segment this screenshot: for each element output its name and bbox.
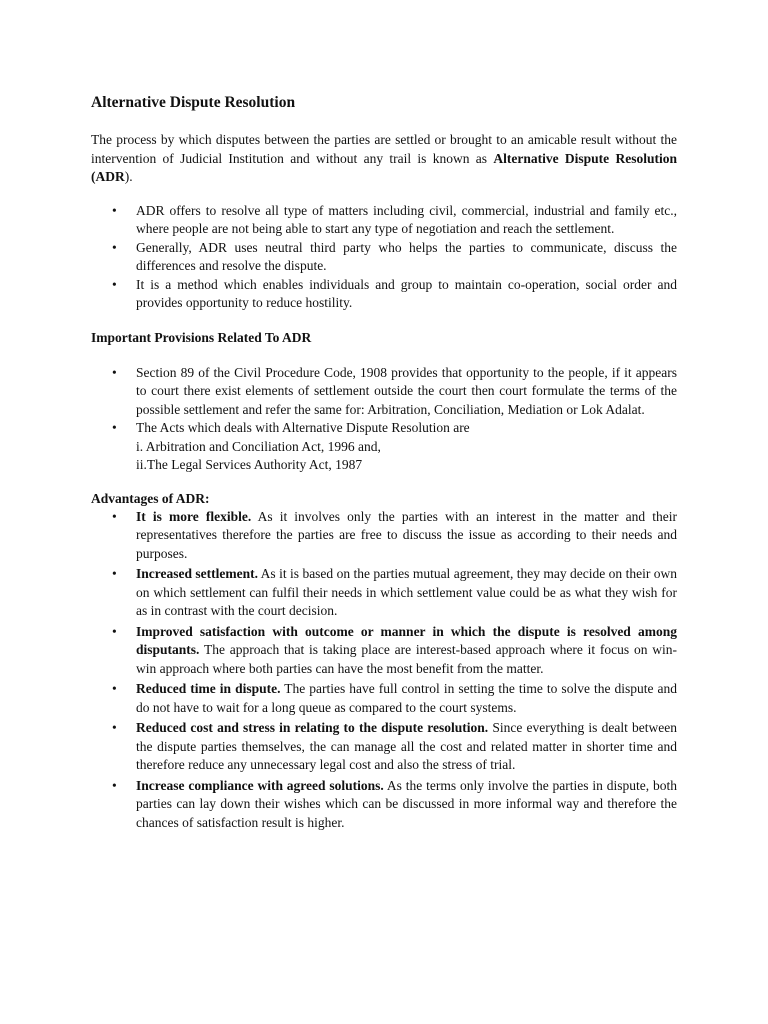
advantage-item	[91, 680, 677, 717]
advantages-list	[91, 508, 677, 833]
advantage-item	[91, 777, 677, 833]
bullet-icon: •	[112, 777, 117, 793]
intro-paragraph	[91, 131, 677, 187]
list-item	[91, 419, 677, 475]
list-item-text: It is a method which enables individuals and group to maintain co-operation, social order and provides opportunity to reduce hostility.	[136, 276, 677, 310]
intro-bold-term: Alternative Dispute Resolution (ADR	[91, 150, 677, 184]
advantages-heading: Advantages of ADR:	[91, 490, 210, 506]
bullet-icon: •	[112, 508, 117, 524]
advantage-item	[91, 565, 677, 621]
list-item	[91, 239, 677, 276]
advantage-title: It is more flexible.	[136, 508, 252, 524]
bullet-icon: •	[112, 623, 117, 639]
bullet-icon: •	[112, 720, 117, 735]
intro-tail: ).	[124, 169, 133, 184]
list-item	[91, 202, 677, 239]
advantage-text: The approach that is taking place are interest-based approach where it focus on win-win approach where both parties can have the most benefit from the matter.	[136, 642, 677, 676]
list-item-text: Generally, ADR uses neutral third party who helps the parties to communicate, discuss the differences and resolve the dispute.	[136, 239, 677, 273]
advantage-text: The parties have full control in setting the time to solve the dispute and do not have to wait for a long queue as compared to the court systems.	[136, 681, 677, 715]
advantage-title: Improved satisfaction with outcome or manner in which the dispute is resolved among disputants.	[136, 623, 677, 657]
sub-item: i. Arbitration and Conciliation Act, 1996 and,	[136, 438, 381, 454]
document-title: Alternative Dispute Resolution	[91, 94, 296, 111]
bullet-icon: •	[112, 364, 117, 380]
list-item-text: The Acts which deals with Alternative Dispute Resolution are	[136, 420, 470, 435]
provisions-list	[91, 364, 677, 475]
bullet-icon: •	[112, 420, 117, 435]
advantage-text: Since everything is dealt between the dispute parties themselves, the can manage all the cost and related matter in shorter time and therefore reduce any unnecessary legal cost and also the stress of trial.	[136, 720, 677, 772]
list-item	[91, 364, 677, 420]
sub-item: ii.The Legal Services Authority Act, 1987	[136, 457, 363, 472]
list-item	[91, 276, 677, 313]
advantage-title: Reduced cost and stress in relating to the dispute resolution.	[136, 720, 489, 735]
bullet-icon: •	[112, 681, 117, 696]
document-content	[91, 93, 677, 834]
bullet-icon: •	[112, 239, 117, 255]
advantage-item	[91, 719, 677, 775]
overview-list	[91, 202, 677, 313]
advantage-text: As the terms only involve the parties in dispute, both parties can lay down their wishes which can be discussed in more informal way and therefore the chances of satisfaction result is higher.	[136, 777, 677, 830]
bullet-icon: •	[112, 202, 117, 218]
list-item-text: ADR offers to resolve all type of matters including civil, commercial, industrial and family etc., where people are not being able to start any type of negotiation and reach the settlement.	[136, 202, 677, 236]
provisions-heading: Important Provisions Related To ADR	[91, 329, 312, 345]
advantage-text: As it is based on the parties mutual agreement, they may decide on their own on which settlement can fulfil their needs in which settlement value could be as what they wish for as in contrast with the court decision.	[136, 566, 678, 618]
bullet-icon: •	[112, 276, 117, 292]
advantage-item	[91, 623, 677, 679]
advantage-title: Increase compliance with agreed solutions.	[136, 777, 384, 793]
list-item-text: Section 89 of the Civil Procedure Code, 1908 provides that opportunity to the people, if it appears to court there exist elements of settlement outside the court then court formulate the terms of the possible settlement and refer the same for: Arbitration, Conciliation, Mediation or Lok Adalat.	[136, 364, 677, 417]
advantage-text: As it involves only the parties with an interest in the matter and their representatives therefore the parties are free to discuss the issue as according to their needs and purposes.	[136, 508, 677, 561]
advantage-title: Increased settlement.	[136, 566, 259, 581]
advantage-title: Reduced time in dispute.	[136, 681, 281, 696]
bullet-icon: •	[112, 566, 117, 581]
intro-text: The process by which disputes between the parties are settled or brought to an amicable result without the intervention of Judicial Institution and without any trail is known as	[91, 132, 677, 166]
advantage-item	[91, 508, 677, 564]
